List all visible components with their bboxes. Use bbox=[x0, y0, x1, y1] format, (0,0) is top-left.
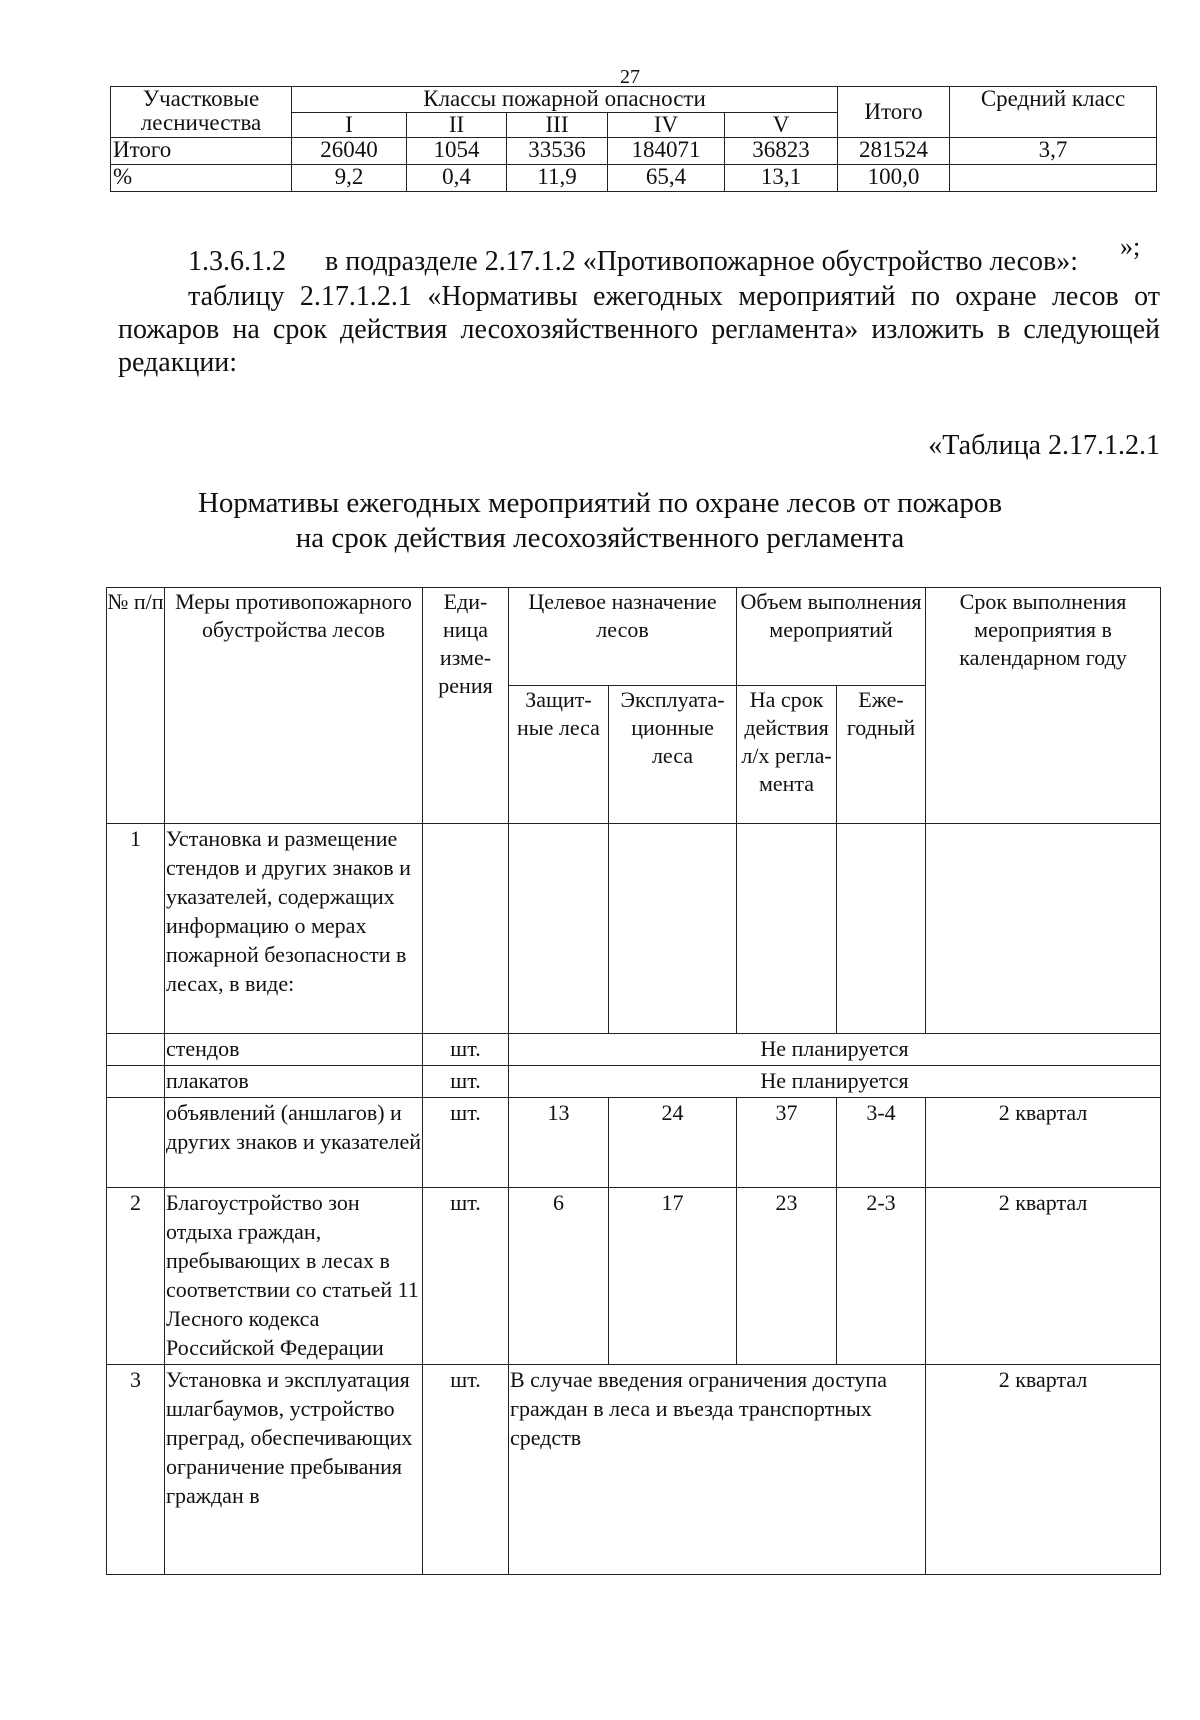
cell-deadline: 2 квартал bbox=[926, 1365, 1161, 1575]
row-unit: шт. bbox=[423, 1034, 509, 1066]
paragraph-number: 1.3.6.1.2 bbox=[188, 246, 286, 277]
cell bbox=[737, 824, 837, 1034]
row-measure: Установка и эксплуатация шлагбаумов, устройство преград, обеспечивающих ограничение пребывания граждан в bbox=[165, 1365, 423, 1575]
table-heading bbox=[0, 486, 1200, 556]
cell-exploitation: 17 bbox=[609, 1188, 737, 1365]
row-unit: шт. bbox=[423, 1365, 509, 1575]
header-measures: Меры противопожарного обустройства лесов bbox=[165, 588, 423, 824]
row-number bbox=[107, 1098, 165, 1188]
header-forestries: Участковые лесничества bbox=[111, 87, 292, 138]
table-row bbox=[107, 1034, 1161, 1066]
cell: 11,9 bbox=[507, 165, 608, 192]
row-number bbox=[107, 1066, 165, 1098]
cell: 9,2 bbox=[292, 165, 407, 192]
header-class-v: V bbox=[725, 113, 838, 138]
cell-exploitation: 24 bbox=[609, 1098, 737, 1188]
header-annual: Еже-годный bbox=[837, 686, 926, 824]
header-total: Итого bbox=[838, 87, 950, 138]
cell: 65,4 bbox=[608, 165, 725, 192]
header-class-iii: III bbox=[507, 113, 608, 138]
cell-annual: 3-4 bbox=[837, 1098, 926, 1188]
row-measure: Благоустройство зон отдыха граждан, пребывающих в лесах в соответствии со статьей 11 Лесного кодекса Российской Федерации bbox=[165, 1188, 423, 1365]
row-measure: стендов bbox=[165, 1034, 423, 1066]
header-class-ii: II bbox=[407, 113, 507, 138]
cell bbox=[509, 824, 609, 1034]
cell-total: 281524 bbox=[838, 138, 950, 165]
header-average-class: Средний класс bbox=[950, 87, 1157, 138]
table-heading-line-1: Нормативы ежегодных мероприятий по охране лесов от пожаров bbox=[197, 487, 1003, 519]
cell-term-total: 23 bbox=[737, 1188, 837, 1365]
header-term-total: На срок действия л/х регла-мента bbox=[737, 686, 837, 824]
table-row bbox=[107, 1365, 1161, 1575]
cell bbox=[609, 824, 737, 1034]
cell-annual: 2-3 bbox=[837, 1188, 926, 1365]
cell: 26040 bbox=[292, 138, 407, 165]
header-exploitation-forests: Эксплуата-ционные леса bbox=[609, 686, 737, 824]
header-deadline: Срок выполнения мероприятия в календарном году bbox=[926, 588, 1161, 824]
row-unit: шт. bbox=[423, 1098, 509, 1188]
header-protective-forests: Защит-ные леса bbox=[509, 686, 609, 824]
table-row bbox=[107, 1188, 1161, 1365]
header-class-i: I bbox=[292, 113, 407, 138]
row-label: Итого bbox=[111, 138, 292, 165]
cell: 36823 bbox=[725, 138, 838, 165]
header-unit: Еди-ница изме-рения bbox=[423, 588, 509, 824]
header-volume: Объем выполнения мероприятий bbox=[737, 588, 926, 686]
header-class-iv: IV bbox=[608, 113, 725, 138]
fire-danger-class-table bbox=[110, 86, 1157, 192]
cell: 33536 bbox=[507, 138, 608, 165]
row-measure: плакатов bbox=[165, 1066, 423, 1098]
cell-average bbox=[950, 165, 1157, 192]
cell bbox=[837, 824, 926, 1034]
row-note: Не планируется bbox=[509, 1066, 1161, 1098]
row-unit: шт. bbox=[423, 1188, 509, 1365]
header-fire-classes: Классы пожарной опасности bbox=[292, 87, 838, 113]
row-note: Не планируется bbox=[509, 1034, 1161, 1066]
cell: 184071 bbox=[608, 138, 725, 165]
header-number: № п/п bbox=[107, 588, 165, 824]
row-label: % bbox=[111, 165, 292, 192]
cell: 1054 bbox=[407, 138, 507, 165]
cell-term-total: 37 bbox=[737, 1098, 837, 1188]
row-unit: шт. bbox=[423, 1066, 509, 1098]
table-heading-line-2: на срок действия лесохозяйственного регламента bbox=[295, 522, 905, 554]
table-row bbox=[107, 1066, 1161, 1098]
row-measure: Установка и размещение стендов и других знаков и указателей, содержащих информацию о мерах пожарной безопасности в лесах, в виде: bbox=[165, 824, 423, 1034]
paragraph-text: в подразделе 2.17.1.2 «Противопожарное обустройство лесов»: bbox=[325, 246, 1079, 277]
table-row bbox=[107, 824, 1161, 1034]
row-condition: В случае введения ограничения доступа граждан в леса и въезда транспортных средств bbox=[509, 1365, 926, 1575]
table-row bbox=[111, 138, 1157, 165]
fire-prevention-norms-table bbox=[106, 587, 1161, 1575]
cell-total: 100,0 bbox=[838, 165, 950, 192]
cell-deadline: 2 квартал bbox=[926, 1098, 1161, 1188]
paragraph-table-replacement: таблицу 2.17.1.2.1 «Нормативы ежегодных мероприятий по охране лесов от пожаров на срок действия лесохозяйственного регламента» изложить в следующей редакции: bbox=[118, 281, 1160, 378]
row-number: 1 bbox=[107, 824, 165, 1034]
row-measure: объявлений (аншлагов) и других знаков и указателей bbox=[165, 1098, 423, 1188]
cell-protective: 13 bbox=[509, 1098, 609, 1188]
cell bbox=[423, 824, 509, 1034]
header-forest-purpose: Целевое назначение лесов bbox=[509, 588, 737, 686]
cell-deadline: 2 квартал bbox=[926, 1188, 1161, 1365]
closing-quote: »; bbox=[1120, 232, 1141, 261]
table-row bbox=[111, 165, 1157, 192]
row-number: 3 bbox=[107, 1365, 165, 1575]
cell bbox=[926, 824, 1161, 1034]
row-number: 2 bbox=[107, 1188, 165, 1365]
cell-protective: 6 bbox=[509, 1188, 609, 1365]
cell: 13,1 bbox=[725, 165, 838, 192]
cell: 0,4 bbox=[407, 165, 507, 192]
page-number: 27 bbox=[620, 66, 640, 88]
paragraph-1-3-6-1-2 bbox=[118, 245, 1160, 278]
table-row bbox=[107, 1098, 1161, 1188]
cell-average: 3,7 bbox=[950, 138, 1157, 165]
table-label: «Таблица 2.17.1.2.1 bbox=[928, 430, 1160, 461]
row-number bbox=[107, 1034, 165, 1066]
